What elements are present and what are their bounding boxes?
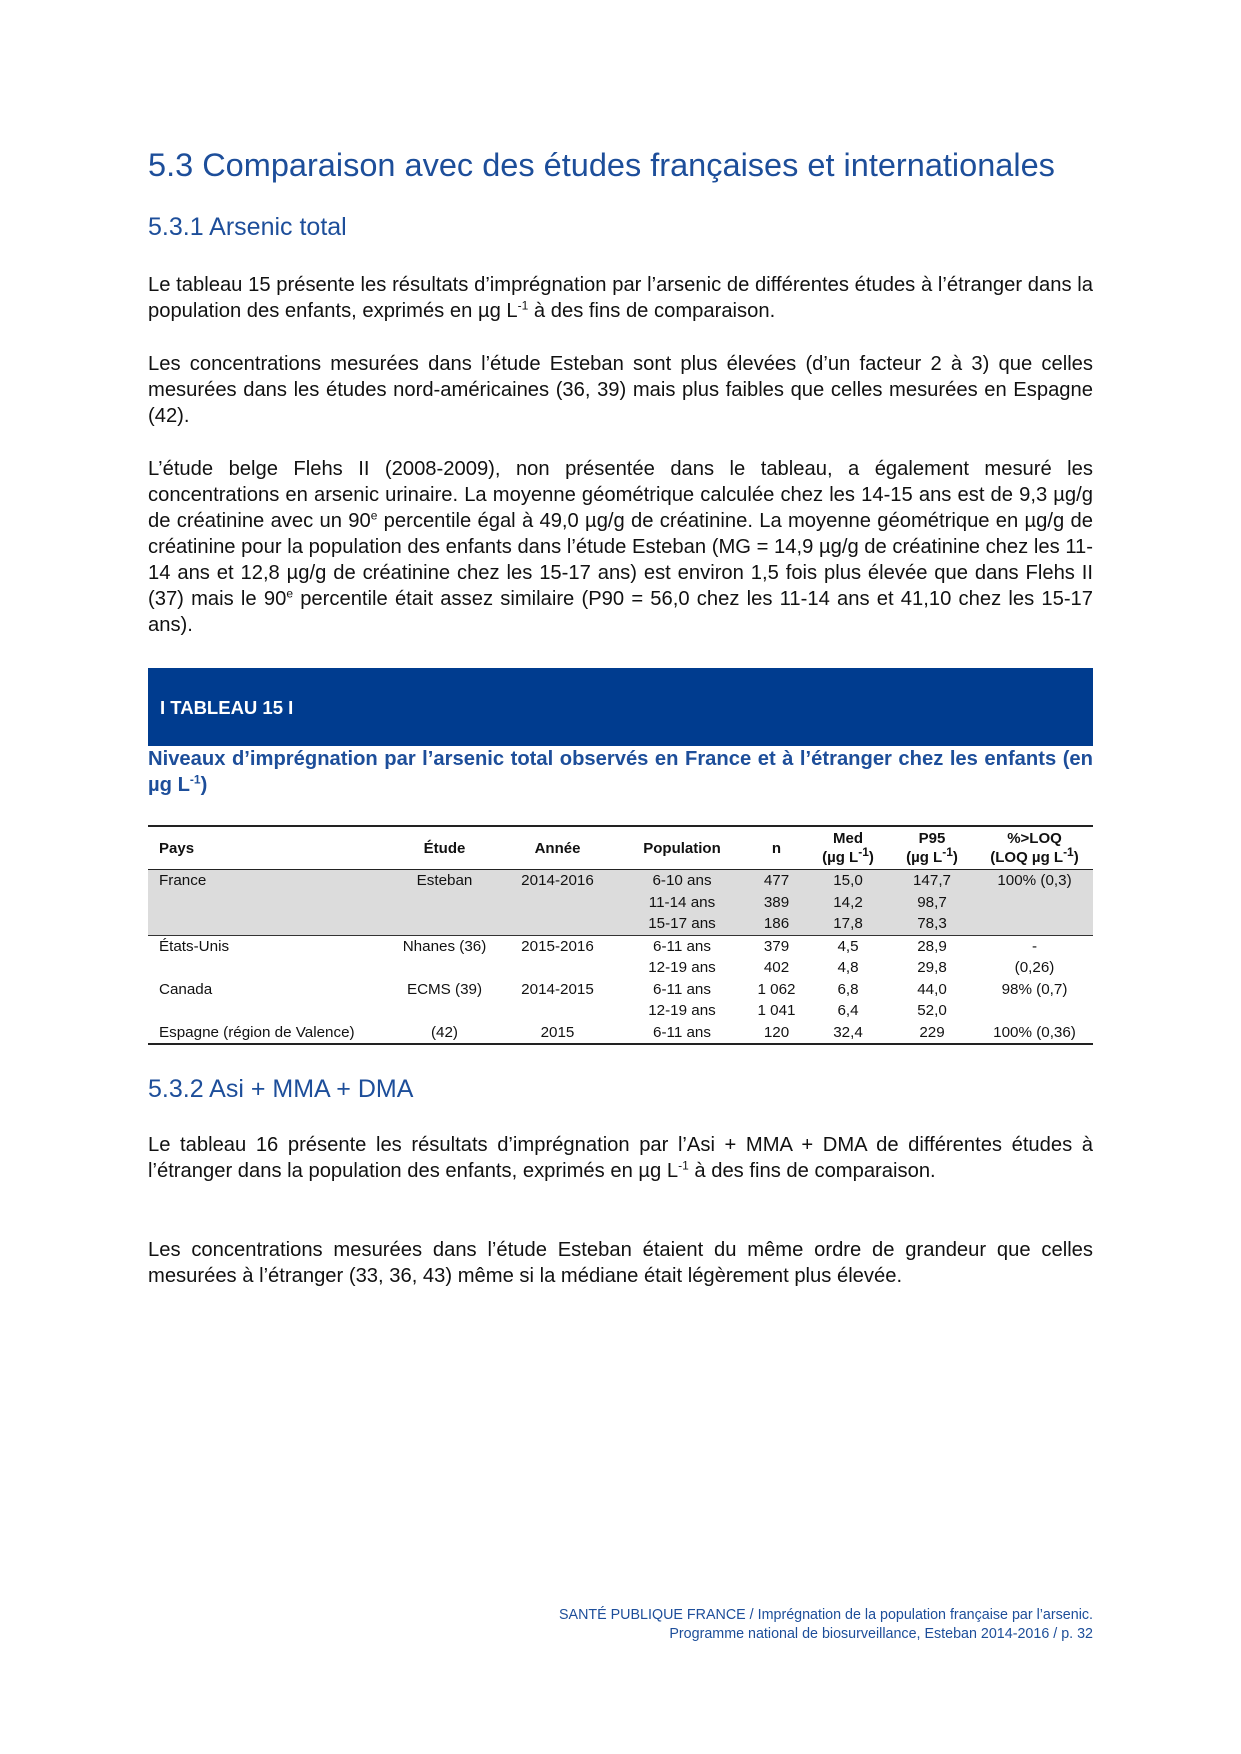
cell-etude (393, 1000, 496, 1022)
table-row (148, 1000, 1093, 1022)
cell-n: 379 (763, 937, 790, 955)
table-row (148, 870, 1093, 892)
col-header-etude: Étude (423, 839, 466, 857)
cell-med: 4,8 (837, 959, 859, 976)
cell-population: 6-11 ans (619, 1022, 745, 1045)
col-header-p95: P95 (µg $L^{-1}$) (906, 830, 958, 866)
cell-med: 6,4 (837, 1002, 859, 1019)
cell-n: 120 (745, 1022, 808, 1045)
cell-n: 186 (745, 913, 808, 935)
cell-loq: (0,26) (1014, 959, 1055, 976)
cell-med: 6,8 (837, 980, 859, 998)
cell-p95: 52,0 (917, 1002, 947, 1019)
table-caption: Niveaux d’imprégnation par l’arsenic total observés en France et à l’étranger chez les enfants (en µg $L^{-1}$) (148, 748, 1093, 796)
cell-etude (393, 913, 496, 935)
cell-etude: (42) (393, 1022, 496, 1045)
col-header-annee: Année (534, 839, 581, 857)
table-label: I TABLEAU 15 I (160, 697, 294, 718)
subsection-title-asi-mma-dma: 5.3.2 Asi + MMA + DMA (148, 1075, 414, 1103)
paragraph-asi-concentrations: Les concentrations mesurées dans l’étude Esteban étaient du même ordre de grandeur que celles mesurées à l’étranger (33, 36, 43) même si la médiane était légèrement plus élevée. (148, 1239, 1093, 1287)
cell-n: 477 (745, 870, 808, 892)
cell-annee: 2015 (496, 1022, 619, 1045)
table-row (148, 935, 1093, 957)
cell-pays: Canada (159, 980, 213, 998)
cell-etude: ECMS (39) (406, 980, 483, 998)
table-label-banner (148, 668, 1093, 746)
table-row (148, 892, 1093, 914)
cell-etude: Esteban (393, 870, 496, 892)
cell-annee (496, 913, 619, 935)
cell-annee (496, 957, 619, 979)
col-header-pays: Pays (159, 839, 195, 857)
cell-n: 402 (763, 959, 790, 976)
col-header-n: n (771, 839, 782, 857)
cell-med: 4,5 (837, 937, 859, 955)
subsection-title-arsenic: 5.3.1 Arsenic total (148, 213, 347, 241)
col-header-med: Med (µg $L^{-1}$) (822, 830, 874, 866)
cell-p95: 98,7 (888, 892, 976, 914)
cell-population: 12-19 ans (648, 959, 716, 976)
cell-pays (148, 957, 393, 979)
cell-loq: 100% (0,3) (976, 870, 1093, 892)
page-footer (559, 1606, 1093, 1644)
cell-pays (148, 913, 393, 935)
cell-p95: 147,7 (888, 870, 976, 892)
cell-pays: France (148, 870, 393, 892)
cell-p95: 29,8 (917, 959, 947, 976)
section-heading: 5.3 Comparaison avec des études françaises et internationales (148, 147, 1055, 183)
cell-p95: 44,0 (917, 980, 947, 998)
cell-n: 1 041 (757, 1002, 796, 1019)
cell-population: 6-11 ans (653, 980, 711, 998)
cell-population: 11-14 ans (619, 892, 745, 914)
cell-p95: 229 (888, 1022, 976, 1045)
cell-population: 12-19 ans (648, 1002, 716, 1019)
cell-med: 32,4 (808, 1022, 888, 1045)
cell-pays (148, 1000, 393, 1022)
paragraph-flehs: L’étude belge Flehs II (2008-2009), non présentée dans le tableau, a également mesuré les concentrations en arsenic urinaire. La moyenne géométrique calculée chez les 14-15 ans est de 9,3 µg/g de créatinine avec un 90e percentile égal à 49,0 µg/g de créatinine. La moyenne géométrique en µg/g de créatinine pour la population des enfants dans l’étude Esteban (MG = 14,9 µg/g de créatinine chez les 11-14 ans et 12,8 µg/g de créatinine chez les 15-17 ans) est environ 1,5 fois plus élevée que dans Flehs II (37) mais le 90e percentile était assez similaire (P90 = 56,0 chez les 11-14 ans et 41,10 chez les 15-17 ans). (148, 458, 1094, 636)
cell-loq: - (1031, 937, 1038, 955)
table-header-row (148, 826, 1093, 870)
cell-loq: 98% (0,7) (1001, 980, 1068, 998)
paragraph-intro-table15: Le tableau 15 présente les résultats d’imprégnation par l’arsenic de différentes études à l’étranger dans la population des enfants, exprimés en µg $L^{-1}$ à des fins de comparaison. (148, 274, 1093, 322)
cell-pays (148, 892, 393, 914)
cell-annee: 2014-2015 (521, 980, 594, 998)
cell-med: 15,0 (808, 870, 888, 892)
cell-loq (976, 892, 1093, 914)
cell-etude: Nhanes (36) (402, 937, 487, 955)
cell-n: 1 062 (757, 980, 796, 998)
cell-etude (393, 957, 496, 979)
cell-population: 6-11 ans (653, 937, 711, 955)
cell-pays: Espagne (région de Valence) (148, 1022, 393, 1045)
cell-med: 14,2 (808, 892, 888, 914)
cell-p95: 78,3 (888, 913, 976, 935)
cell-pays: États-Unis (159, 937, 230, 955)
table-row (148, 957, 1093, 979)
col-header-population: Population (643, 839, 721, 857)
cell-etude (393, 892, 496, 914)
cell-population: 15-17 ans (619, 913, 745, 935)
cell-p95: 28,9 (917, 937, 947, 955)
cell-med: 17,8 (808, 913, 888, 935)
cell-annee: 2015-2016 (521, 937, 594, 955)
arsenic-comparison-table (148, 825, 1093, 1045)
table-row (148, 913, 1093, 935)
cell-population: 6-10 ans (619, 870, 745, 892)
cell-annee (496, 892, 619, 914)
cell-annee: 2014-2016 (496, 870, 619, 892)
table-row (148, 1022, 1093, 1045)
table-row (148, 979, 1093, 1001)
col-header-loq: %>LOQ (LOQ µg $L^{-1}$) (990, 830, 1079, 866)
cell-n: 389 (745, 892, 808, 914)
cell-loq (976, 913, 1093, 935)
paragraph-intro-table16: Le tableau 16 présente les résultats d’imprégnation par l’Asi + MMA + DMA de différentes études à l’étranger dans la population des enfants, exprimés en µg $L^{-1}$ à des fins de comparaison. (148, 1134, 1093, 1182)
cell-annee (496, 1000, 619, 1022)
paragraph-concentrations: Les concentrations mesurées dans l’étude Esteban sont plus élevées (d’un facteur 2 à 3) que celles mesurées dans les études nord-américaines (36, 39) mais plus faibles que celles mesurées en Espagne (42). (148, 353, 1093, 427)
footer-line-1: SANTÉ PUBLIQUE FRANCE / Imprégnation de la population française par l’arsenic. (559, 1607, 1093, 1623)
footer-line-2: Programme national de biosurveillance, Esteban 2014-2016 / p. 32 (669, 1626, 1093, 1642)
cell-loq (976, 1000, 1093, 1022)
cell-loq: 100% (0,36) (976, 1022, 1093, 1045)
